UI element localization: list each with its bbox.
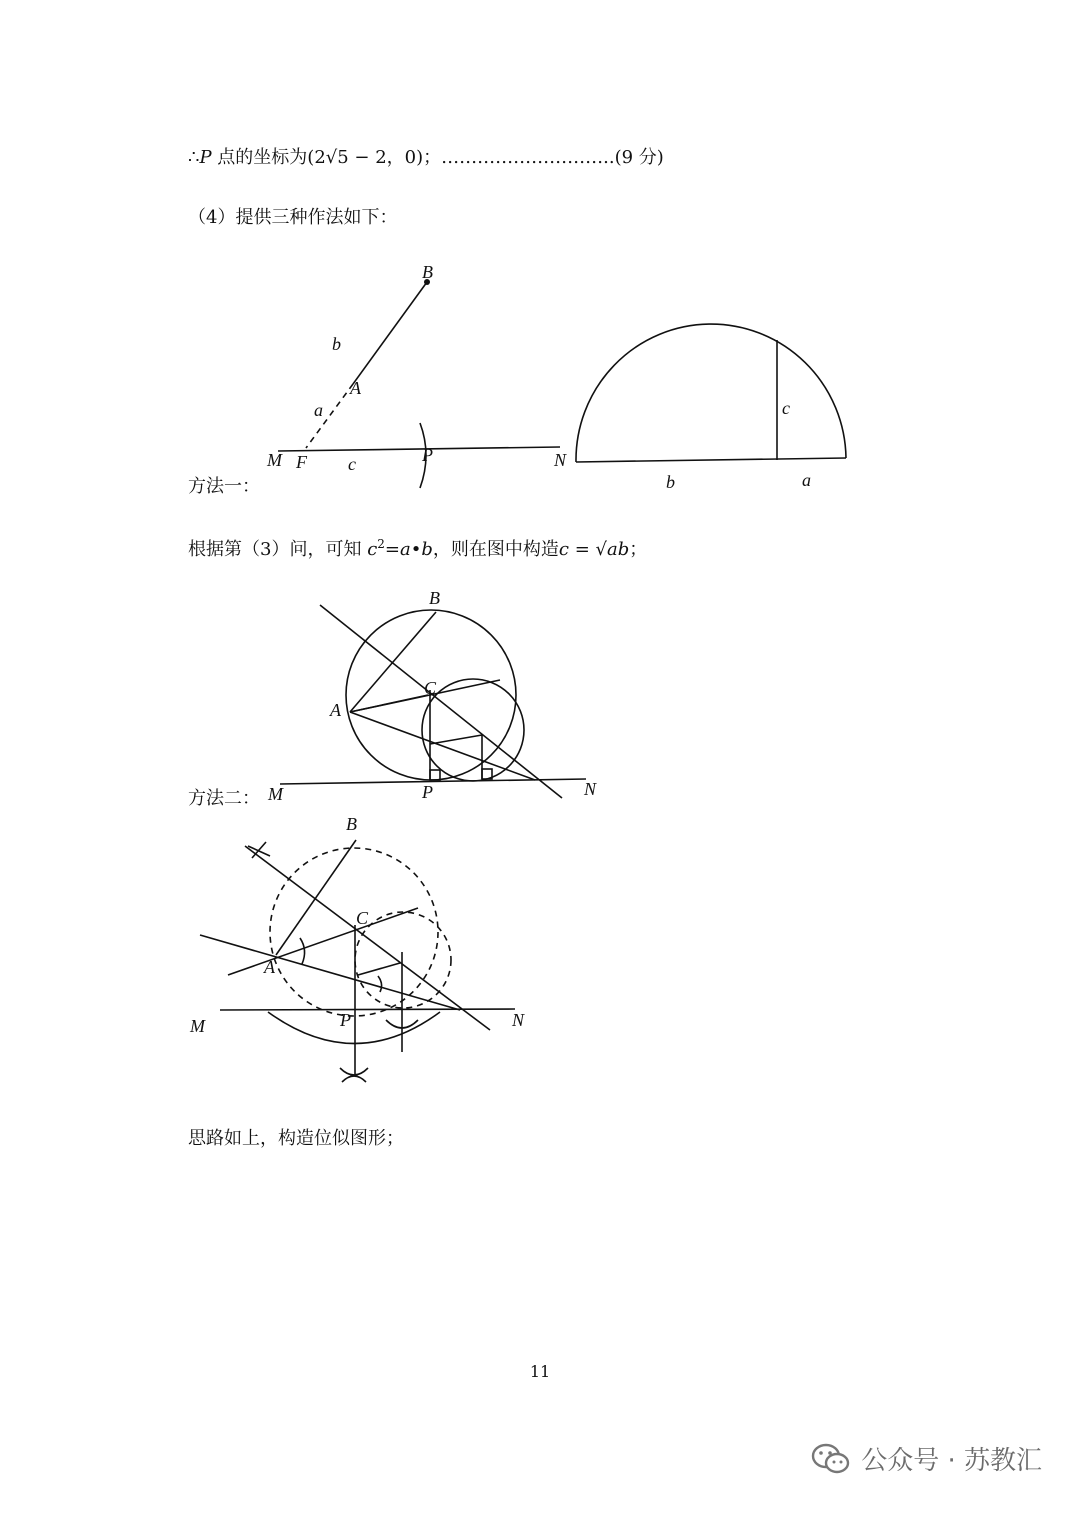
label-a: A [330, 700, 341, 720]
score-label: (9 分) [614, 147, 664, 168]
label-p: P [422, 782, 433, 802]
formula: c = √ab [558, 539, 630, 560]
conclusion-line: 思路如上，构造位似图形； [188, 1128, 404, 1149]
label-m: M [268, 784, 283, 804]
label-p: P [340, 1010, 351, 1030]
therefore-symbol: ∴ [188, 147, 200, 168]
label-p: P [422, 445, 433, 465]
dashed-big-circle [270, 848, 438, 1016]
label-c: C [356, 908, 369, 928]
sqrt-five: √5 [325, 147, 349, 168]
var-c: c [367, 539, 378, 560]
coordinate-rest: − 2，0)； [348, 147, 442, 168]
reason-prefix: 根据第（3）问，可知 [188, 539, 368, 560]
line-mn [220, 1009, 515, 1010]
leader-dots: ……………………….. [441, 147, 615, 168]
label-a: A [264, 957, 275, 977]
watermark-text: 公众号 · 苏教汇 [861, 1446, 1042, 1476]
label-b: B [422, 262, 433, 282]
part-4-heading: （4）提供三种作法如下： [188, 207, 398, 228]
label-m: M [190, 1016, 205, 1036]
method1-caption: 方法一： [188, 476, 260, 497]
equals: = [384, 539, 401, 560]
exponent: 2 [377, 537, 385, 551]
label-a: a [802, 470, 811, 490]
label-f: F [296, 452, 307, 472]
arc-mark-bottom [340, 1068, 368, 1082]
angle-arc-inner [378, 976, 382, 992]
arc-under [268, 1012, 440, 1044]
watermark [811, 1440, 1042, 1477]
ray-a-down [200, 935, 460, 1010]
var-b: b [421, 539, 433, 560]
label-c: c [782, 398, 790, 418]
coordinate-text: 点的坐标为(2 [211, 147, 326, 168]
ray-ac [228, 908, 418, 975]
label-a-length: a [314, 400, 323, 420]
label-a: A [350, 378, 361, 398]
reason-suffix: ，则在图中构造 [432, 539, 559, 560]
label-c: C [424, 678, 437, 698]
segment-inner [358, 963, 400, 975]
label-c-length: c [348, 454, 356, 474]
mult-dot: • [410, 539, 422, 560]
wechat-icon [811, 1442, 851, 1476]
label-m: M [267, 450, 282, 470]
label-n: N [512, 1010, 525, 1030]
reason-end: ； [629, 539, 648, 560]
label-b-length: b [332, 334, 341, 354]
var-a: a [400, 539, 411, 560]
label-b: b [666, 472, 675, 492]
label-n: N [554, 450, 567, 470]
angle-arc-a [300, 938, 305, 964]
label-b: B [346, 814, 357, 834]
diagonal-line [245, 846, 490, 1030]
point-p-label: P [199, 147, 212, 168]
label-b: B [429, 588, 440, 608]
label-n: N [584, 779, 597, 799]
method2-caption: 方法二： [188, 788, 260, 809]
page-number: 11 [529, 1362, 551, 1381]
